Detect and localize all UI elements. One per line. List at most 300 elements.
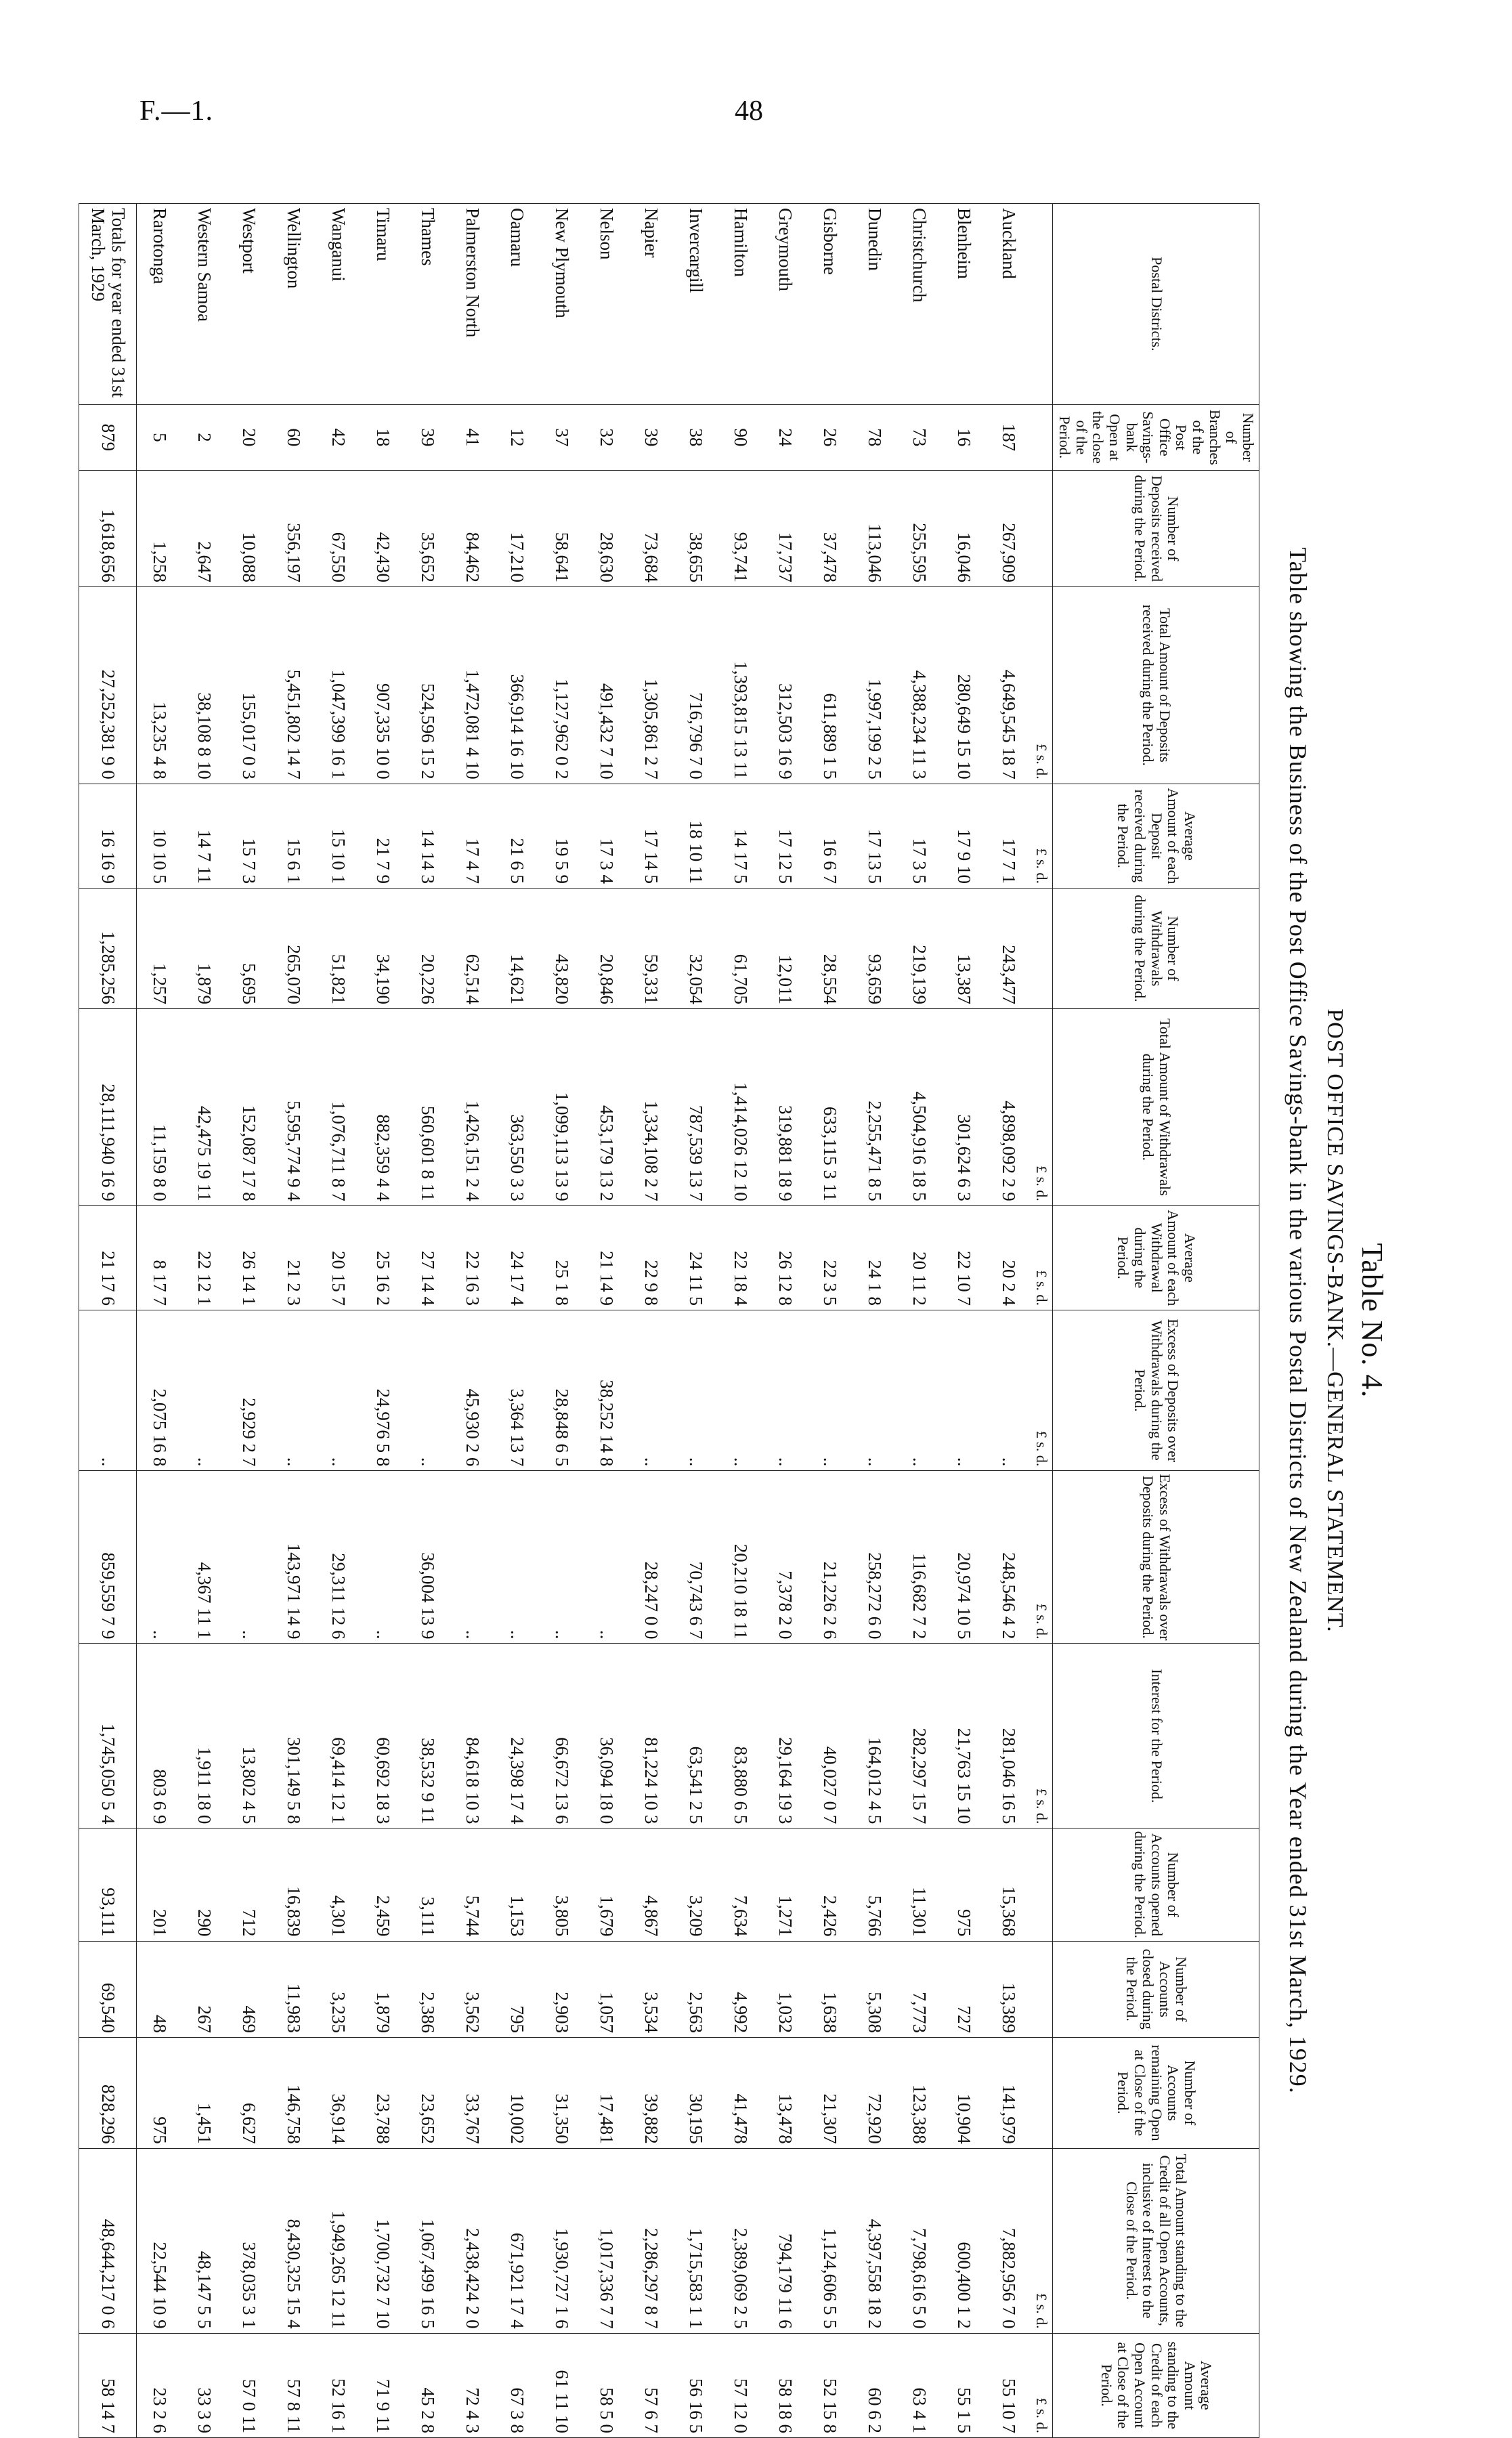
value-cell: 12,011 bbox=[763, 889, 808, 1009]
district-cell: Wellington bbox=[272, 204, 316, 405]
district-cell: Rarotonga bbox=[137, 204, 182, 405]
value-cell: 26 14 1 bbox=[227, 1205, 272, 1310]
table-row bbox=[227, 204, 272, 2438]
value-cell: 25 16 2 bbox=[361, 1205, 406, 1310]
value-cell: 58,641 bbox=[540, 470, 584, 586]
value-cell: 633,115 3 11 bbox=[808, 1009, 852, 1206]
value-cell: 879 bbox=[79, 404, 137, 470]
value-cell: 13,235 4 8 bbox=[137, 587, 182, 784]
value-cell: 524,596 15 2 bbox=[406, 587, 450, 784]
value-cell: 882,359 4 4 bbox=[361, 1009, 406, 1206]
value-cell: 10,904 bbox=[942, 2037, 987, 2148]
value-cell: 26 bbox=[808, 404, 852, 470]
value-cell: 2,563 bbox=[674, 1941, 718, 2037]
value-cell: 727 bbox=[942, 1941, 987, 2037]
value-cell: 2,438,424 2 0 bbox=[450, 2148, 495, 2333]
page-number: 48 bbox=[735, 95, 763, 127]
table-row bbox=[272, 204, 316, 2438]
value-cell: 35,652 bbox=[406, 470, 450, 586]
value-cell: 3,209 bbox=[674, 1828, 718, 1941]
value-cell: 72 4 3 bbox=[450, 2333, 495, 2437]
value-cell: 1,032 bbox=[763, 1941, 808, 2037]
value-cell: 7,378 2 0 bbox=[763, 1471, 808, 1644]
value-cell: 41 bbox=[450, 404, 495, 470]
value-cell: 4,992 bbox=[718, 1941, 763, 2037]
value-cell: 14 17 5 bbox=[718, 784, 763, 888]
value-cell: .. bbox=[718, 1310, 763, 1471]
value-cell: 33,767 bbox=[450, 2037, 495, 2148]
value-cell: 2,647 bbox=[182, 470, 227, 586]
value-cell: 2 bbox=[182, 404, 227, 470]
value-cell: 42,475 19 11 bbox=[182, 1009, 227, 1206]
value-cell: 4,301 bbox=[316, 1828, 361, 1941]
value-cell: 43,820 bbox=[540, 889, 584, 1009]
value-cell: .. bbox=[406, 1310, 450, 1471]
column-header: Number of Withdrawals during the Period. bbox=[1053, 889, 1259, 1009]
value-cell: £ s. d. bbox=[1031, 2333, 1054, 2437]
value-cell: 716,796 7 0 bbox=[674, 587, 718, 784]
value-cell: 24,976 5 8 bbox=[361, 1310, 406, 1471]
value-cell: 78 bbox=[852, 404, 897, 470]
value-cell: 10 10 5 bbox=[137, 784, 182, 888]
value-cell: 4,898,092 2 9 bbox=[987, 1009, 1031, 1206]
value-cell: 36,004 13 9 bbox=[406, 1471, 450, 1644]
value-cell: .. bbox=[137, 1471, 182, 1644]
value-cell: 1,257 bbox=[137, 889, 182, 1009]
value-cell: 60 bbox=[272, 404, 316, 470]
value-cell: 11,159 8 0 bbox=[137, 1009, 182, 1206]
value-cell: 282,297 15 7 bbox=[897, 1644, 942, 1828]
value-cell: 5,766 bbox=[852, 1828, 897, 1941]
value-cell: 4,388,234 11 3 bbox=[897, 587, 942, 784]
value-cell: £ s. d. bbox=[1031, 1009, 1054, 1206]
value-cell: 787,539 13 7 bbox=[674, 1009, 718, 1206]
value-cell: 1,334,108 2 7 bbox=[629, 1009, 674, 1206]
value-cell bbox=[1031, 1828, 1054, 1941]
value-cell: 1,715,583 1 1 bbox=[674, 2148, 718, 2333]
district-cell: Auckland bbox=[987, 204, 1031, 405]
value-cell: 93,111 bbox=[79, 1828, 137, 1941]
value-cell: 84,618 10 3 bbox=[450, 1644, 495, 1828]
value-cell: 611,889 1 5 bbox=[808, 587, 852, 784]
district-cell: New Plymouth bbox=[540, 204, 584, 405]
value-cell: 20,210 18 11 bbox=[718, 1471, 763, 1644]
value-cell: 66,672 13 6 bbox=[540, 1644, 584, 1828]
column-header: Number of Accounts closed during the Period. bbox=[1053, 1941, 1259, 2037]
value-cell: 859,559 7 9 bbox=[79, 1471, 137, 1644]
value-cell: 27 14 4 bbox=[406, 1205, 450, 1310]
value-cell: 4,867 bbox=[629, 1828, 674, 1941]
value-cell: 4,367 11 1 bbox=[182, 1471, 227, 1644]
value-cell: 41,478 bbox=[718, 2037, 763, 2148]
value-cell: 828,296 bbox=[79, 2037, 137, 2148]
value-cell: 22 16 3 bbox=[450, 1205, 495, 1310]
column-header: Interest for the Period. bbox=[1053, 1644, 1259, 1828]
value-cell: 113,046 bbox=[852, 470, 897, 586]
value-cell: 17 9 10 bbox=[942, 784, 987, 888]
value-cell: 123,388 bbox=[897, 2037, 942, 2148]
value-cell: 1,997,199 2 5 bbox=[852, 587, 897, 784]
value-cell: 22 10 7 bbox=[942, 1205, 987, 1310]
value-cell: 31,350 bbox=[540, 2037, 584, 2148]
value-cell: 22 12 1 bbox=[182, 1205, 227, 1310]
column-header: Total Amount of Withdrawals during the Period. bbox=[1053, 1009, 1259, 1206]
value-cell: .. bbox=[316, 1310, 361, 1471]
value-cell: 23,788 bbox=[361, 2037, 406, 2148]
value-cell: 975 bbox=[137, 2037, 182, 2148]
value-cell: 146,758 bbox=[272, 2037, 316, 2148]
district-cell: Thames bbox=[406, 204, 450, 405]
value-cell: 1,393,815 13 11 bbox=[718, 587, 763, 784]
value-cell: 24 17 4 bbox=[495, 1205, 540, 1310]
district-cell: Hamilton bbox=[718, 204, 763, 405]
value-cell: 1,930,727 1 6 bbox=[540, 2148, 584, 2333]
value-cell: 3,364 13 7 bbox=[495, 1310, 540, 1471]
district-cell: Western Samoa bbox=[182, 204, 227, 405]
value-cell: 3,562 bbox=[450, 1941, 495, 2037]
value-cell: 51,821 bbox=[316, 889, 361, 1009]
value-cell: .. bbox=[79, 1310, 137, 1471]
value-cell: 60 6 2 bbox=[852, 2333, 897, 2437]
value-cell: 60,692 18 3 bbox=[361, 1644, 406, 1828]
value-cell: £ s. d. bbox=[1031, 784, 1054, 888]
value-cell: 2,386 bbox=[406, 1941, 450, 2037]
value-cell: 21 7 9 bbox=[361, 784, 406, 888]
value-cell: .. bbox=[450, 1471, 495, 1644]
value-cell: 491,432 7 10 bbox=[584, 587, 629, 784]
column-header: Number of Deposits received during the Period. bbox=[1053, 470, 1259, 586]
district-cell: Totals for year ended 31st March, 1929 bbox=[79, 204, 137, 405]
value-cell: 28,630 bbox=[584, 470, 629, 586]
value-cell: 13,478 bbox=[763, 2037, 808, 2148]
value-cell: 975 bbox=[942, 1828, 987, 1941]
value-cell: £ s. d. bbox=[1031, 587, 1054, 784]
value-cell: 712 bbox=[227, 1828, 272, 1941]
value-cell: 22 9 8 bbox=[629, 1205, 674, 1310]
value-cell: 42,430 bbox=[361, 470, 406, 586]
value-cell: 1,414,026 12 10 bbox=[718, 1009, 763, 1206]
value-cell: £ s. d. bbox=[1031, 2148, 1054, 2333]
value-cell: 29,164 19 3 bbox=[763, 1644, 808, 1828]
value-cell: 2,426 bbox=[808, 1828, 852, 1941]
value-cell: 17 13 5 bbox=[852, 784, 897, 888]
document-reference: F.—1. bbox=[139, 95, 213, 127]
value-cell: 15 7 3 bbox=[227, 784, 272, 888]
value-cell: 363,550 3 3 bbox=[495, 1009, 540, 1206]
value-cell: 36,094 18 0 bbox=[584, 1644, 629, 1828]
value-cell: 14,621 bbox=[495, 889, 540, 1009]
column-header: Excess of Deposits over Withdrawals during the Period. bbox=[1053, 1310, 1259, 1471]
value-cell: .. bbox=[808, 1310, 852, 1471]
value-cell: 62,514 bbox=[450, 889, 495, 1009]
value-cell: 38,108 8 10 bbox=[182, 587, 227, 784]
value-cell: 1,124,606 5 5 bbox=[808, 2148, 852, 2333]
value-cell: 38,655 bbox=[674, 470, 718, 586]
column-header: Postal Districts. bbox=[1053, 204, 1259, 405]
value-cell: 267,909 bbox=[987, 470, 1031, 586]
value-cell: 32 bbox=[584, 404, 629, 470]
column-header: Excess of Withdrawals over Deposits during the Period. bbox=[1053, 1471, 1259, 1644]
value-cell: 16 16 9 bbox=[79, 784, 137, 888]
rotated-table-sheet bbox=[88, 203, 1490, 2438]
value-cell: 1,076,711 8 7 bbox=[316, 1009, 361, 1206]
value-cell: 1,099,113 13 9 bbox=[540, 1009, 584, 1206]
value-cell: 56 16 5 bbox=[674, 2333, 718, 2437]
value-cell: 3,111 bbox=[406, 1828, 450, 1941]
value-cell: 39 bbox=[629, 404, 674, 470]
value-cell: 1,472,081 4 10 bbox=[450, 587, 495, 784]
value-cell: 2,286,297 8 7 bbox=[629, 2148, 674, 2333]
value-cell: 28,554 bbox=[808, 889, 852, 1009]
value-cell: 17 3 5 bbox=[897, 784, 942, 888]
table-caption: Table showing the Business of the Post Office Savings-bank in the various Postal Districts of New Zealand during the Year ended 31st March, 1929. bbox=[1284, 547, 1312, 2094]
value-cell: 81,224 10 3 bbox=[629, 1644, 674, 1828]
value-cell: 356,197 bbox=[272, 470, 316, 586]
value-cell: 803 6 9 bbox=[137, 1644, 182, 1828]
value-cell: 58 18 6 bbox=[763, 2333, 808, 2437]
table-row bbox=[718, 204, 763, 2438]
value-cell: 2,929 2 7 bbox=[227, 1310, 272, 1471]
value-cell: .. bbox=[987, 1310, 1031, 1471]
value-cell: 201 bbox=[137, 1828, 182, 1941]
value-cell: 280,649 15 10 bbox=[942, 587, 987, 784]
value-cell: 312,503 16 9 bbox=[763, 587, 808, 784]
value-cell: 116,682 7 2 bbox=[897, 1471, 942, 1644]
value-cell: 27,252,381 9 0 bbox=[79, 587, 137, 784]
value-cell: 243,477 bbox=[987, 889, 1031, 1009]
value-cell: 5,744 bbox=[450, 1828, 495, 1941]
value-cell: 58 5 0 bbox=[584, 2333, 629, 2437]
district-cell bbox=[1031, 204, 1054, 405]
value-cell: 32,054 bbox=[674, 889, 718, 1009]
table-row bbox=[852, 204, 897, 2438]
value-cell: 16 6 7 bbox=[808, 784, 852, 888]
table-row bbox=[942, 204, 987, 2438]
value-cell: 57 0 11 bbox=[227, 2333, 272, 2437]
value-cell: 24 1 8 bbox=[852, 1205, 897, 1310]
value-cell: 57 6 7 bbox=[629, 2333, 674, 2437]
value-cell: 24 11 5 bbox=[674, 1205, 718, 1310]
value-cell: 22 3 5 bbox=[808, 1205, 852, 1310]
value-cell: .. bbox=[272, 1310, 316, 1471]
value-cell: 67,550 bbox=[316, 470, 361, 586]
value-cell: 69,414 12 1 bbox=[316, 1644, 361, 1828]
value-cell: 5,451,802 14 7 bbox=[272, 587, 316, 784]
value-cell: 36,914 bbox=[316, 2037, 361, 2148]
value-cell: 8 17 7 bbox=[137, 1205, 182, 1310]
table-row bbox=[361, 204, 406, 2438]
value-cell: 453,179 13 2 bbox=[584, 1009, 629, 1206]
value-cell: 29,311 12 6 bbox=[316, 1471, 361, 1644]
value-cell: 5,695 bbox=[227, 889, 272, 1009]
value-cell: 21,226 2 6 bbox=[808, 1471, 852, 1644]
value-cell bbox=[1031, 1941, 1054, 2037]
district-cell: Nelson bbox=[584, 204, 629, 405]
units-row bbox=[1031, 204, 1054, 2438]
value-cell: 378,035 3 1 bbox=[227, 2148, 272, 2333]
value-cell: 1,067,499 16 5 bbox=[406, 2148, 450, 2333]
value-cell: 30,195 bbox=[674, 2037, 718, 2148]
value-cell: 1,745,050 5 4 bbox=[79, 1644, 137, 1828]
district-cell: Palmerston North bbox=[450, 204, 495, 405]
value-cell bbox=[1031, 470, 1054, 586]
value-cell: 2,389,069 2 5 bbox=[718, 2148, 763, 2333]
value-cell: .. bbox=[897, 1310, 942, 1471]
table-row bbox=[540, 204, 584, 2438]
value-cell: 4,397,558 18 2 bbox=[852, 2148, 897, 2333]
value-cell: 3,534 bbox=[629, 1941, 674, 2037]
value-cell: 2,255,471 8 5 bbox=[852, 1009, 897, 1206]
value-cell: 20 2 4 bbox=[987, 1205, 1031, 1310]
value-cell: 21 2 3 bbox=[272, 1205, 316, 1310]
value-cell: 7,882,956 7 0 bbox=[987, 2148, 1031, 2333]
value-cell: 20 15 7 bbox=[316, 1205, 361, 1310]
value-cell: 39,882 bbox=[629, 2037, 674, 2148]
value-cell: 1,285,256 bbox=[79, 889, 137, 1009]
table-row bbox=[137, 204, 182, 2438]
value-cell: 69,540 bbox=[79, 1941, 137, 2037]
value-cell: 48,644,217 0 6 bbox=[79, 2148, 137, 2333]
column-header: Number of Branches of the Post Office Savings-bank Open at the close of the Period. bbox=[1053, 404, 1259, 470]
value-cell: 72,920 bbox=[852, 2037, 897, 2148]
value-cell: .. bbox=[674, 1310, 718, 1471]
value-cell: 7,798,616 5 0 bbox=[897, 2148, 942, 2333]
value-cell: 795 bbox=[495, 1941, 540, 2037]
table-header-row bbox=[1053, 204, 1259, 2438]
value-cell: 28,247 0 0 bbox=[629, 1471, 674, 1644]
value-cell: 4,504,916 18 5 bbox=[897, 1009, 942, 1206]
table-row bbox=[450, 204, 495, 2438]
value-cell: 1,017,336 7 7 bbox=[584, 2148, 629, 2333]
value-cell: 7,773 bbox=[897, 1941, 942, 2037]
value-cell: 12 bbox=[495, 404, 540, 470]
value-cell: 52 16 1 bbox=[316, 2333, 361, 2437]
value-cell: 40,027 0 7 bbox=[808, 1644, 852, 1828]
value-cell: 63 4 1 bbox=[897, 2333, 942, 2437]
value-cell: .. bbox=[629, 1310, 674, 1471]
value-cell: 48 bbox=[137, 1941, 182, 2037]
value-cell: 1,127,962 0 2 bbox=[540, 587, 584, 784]
value-cell: 20 11 2 bbox=[897, 1205, 942, 1310]
value-cell: 71 9 11 bbox=[361, 2333, 406, 2437]
value-cell: 1,271 bbox=[763, 1828, 808, 1941]
value-cell: .. bbox=[182, 1310, 227, 1471]
value-cell: .. bbox=[540, 1471, 584, 1644]
value-cell: 14 14 3 bbox=[406, 784, 450, 888]
column-header: Total Amount standing to the Credit of all Open Accounts, inclusive of Interest to the Close of the Period. bbox=[1053, 2148, 1259, 2333]
value-cell: 20,974 10 5 bbox=[942, 1471, 987, 1644]
value-cell: 93,659 bbox=[852, 889, 897, 1009]
value-cell: 21 14 9 bbox=[584, 1205, 629, 1310]
value-cell bbox=[1031, 404, 1054, 470]
value-cell: 3,805 bbox=[540, 1828, 584, 1941]
value-cell: 21 17 6 bbox=[79, 1205, 137, 1310]
value-cell: 17,737 bbox=[763, 470, 808, 586]
district-cell: Dunedin bbox=[852, 204, 897, 405]
value-cell: 1,258 bbox=[137, 470, 182, 586]
district-cell: Timaru bbox=[361, 204, 406, 405]
value-cell: £ s. d. bbox=[1031, 1310, 1054, 1471]
value-cell: £ s. d. bbox=[1031, 1644, 1054, 1828]
value-cell: 21 6 5 bbox=[495, 784, 540, 888]
value-cell: 907,335 10 0 bbox=[361, 587, 406, 784]
value-cell: 1,911 18 0 bbox=[182, 1644, 227, 1828]
value-cell: 17 4 7 bbox=[450, 784, 495, 888]
value-cell: 63,541 2 5 bbox=[674, 1644, 718, 1828]
value-cell: 20,226 bbox=[406, 889, 450, 1009]
value-cell: 48,147 5 5 bbox=[182, 2148, 227, 2333]
value-cell: 18 bbox=[361, 404, 406, 470]
district-cell: Oamaru bbox=[495, 204, 540, 405]
district-cell: Napier bbox=[629, 204, 674, 405]
value-cell: 5 bbox=[137, 404, 182, 470]
table-row bbox=[763, 204, 808, 2438]
value-cell: 16 bbox=[942, 404, 987, 470]
table-number: Table No. 4. bbox=[1356, 1243, 1389, 1398]
value-cell: 58 14 7 bbox=[79, 2333, 137, 2437]
value-cell: 21,763 15 10 bbox=[942, 1644, 987, 1828]
value-cell: 3,235 bbox=[316, 1941, 361, 2037]
value-cell: 17,481 bbox=[584, 2037, 629, 2148]
value-cell: 1,426,151 2 4 bbox=[450, 1009, 495, 1206]
value-cell: 8,430,325 15 4 bbox=[272, 2148, 316, 2333]
table-row bbox=[406, 204, 450, 2438]
value-cell: 83,880 6 5 bbox=[718, 1644, 763, 1828]
value-cell: 42 bbox=[316, 404, 361, 470]
value-cell: 1,047,399 16 1 bbox=[316, 587, 361, 784]
value-cell: 11,301 bbox=[897, 1828, 942, 1941]
value-cell: 22,544 10 9 bbox=[137, 2148, 182, 2333]
value-cell: 52 15 8 bbox=[808, 2333, 852, 2437]
value-cell: 469 bbox=[227, 1941, 272, 2037]
value-cell: 600,400 1 2 bbox=[942, 2148, 987, 2333]
table-row bbox=[674, 204, 718, 2438]
value-cell: 22 18 4 bbox=[718, 1205, 763, 1310]
value-cell: 366,914 16 10 bbox=[495, 587, 540, 784]
value-cell: 73 bbox=[897, 404, 942, 470]
value-cell: 560,601 8 11 bbox=[406, 1009, 450, 1206]
value-cell: 23 2 6 bbox=[137, 2333, 182, 2437]
value-cell: 57 12 0 bbox=[718, 2333, 763, 2437]
value-cell: 267 bbox=[182, 1941, 227, 2037]
value-cell: 301,149 5 8 bbox=[272, 1644, 316, 1828]
value-cell: 1,153 bbox=[495, 1828, 540, 1941]
value-cell: 19 5 9 bbox=[540, 784, 584, 888]
value-cell: 55 10 7 bbox=[987, 2333, 1031, 2437]
value-cell: 33 3 9 bbox=[182, 2333, 227, 2437]
value-cell: 1,700,732 7 10 bbox=[361, 2148, 406, 2333]
district-cell: Invercargill bbox=[674, 204, 718, 405]
value-cell: 18 10 11 bbox=[674, 784, 718, 888]
value-cell: 73,684 bbox=[629, 470, 674, 586]
value-cell: 25 1 8 bbox=[540, 1205, 584, 1310]
value-cell: 10,002 bbox=[495, 2037, 540, 2148]
value-cell: 5,308 bbox=[852, 1941, 897, 2037]
value-cell: 1,879 bbox=[361, 1941, 406, 2037]
value-cell: 290 bbox=[182, 1828, 227, 1941]
value-cell: 1,451 bbox=[182, 2037, 227, 2148]
value-cell: 155,017 0 3 bbox=[227, 587, 272, 784]
value-cell: 141,979 bbox=[987, 2037, 1031, 2148]
value-cell: 37,478 bbox=[808, 470, 852, 586]
value-cell: 38,252 14 8 bbox=[584, 1310, 629, 1471]
table-row bbox=[629, 204, 674, 2438]
value-cell: 13,387 bbox=[942, 889, 987, 1009]
value-cell: 61 11 10 bbox=[540, 2333, 584, 2437]
value-cell: 13,802 4 5 bbox=[227, 1644, 272, 1828]
value-cell: 4,649,545 18 7 bbox=[987, 587, 1031, 784]
value-cell: 5,595,774 9 4 bbox=[272, 1009, 316, 1206]
